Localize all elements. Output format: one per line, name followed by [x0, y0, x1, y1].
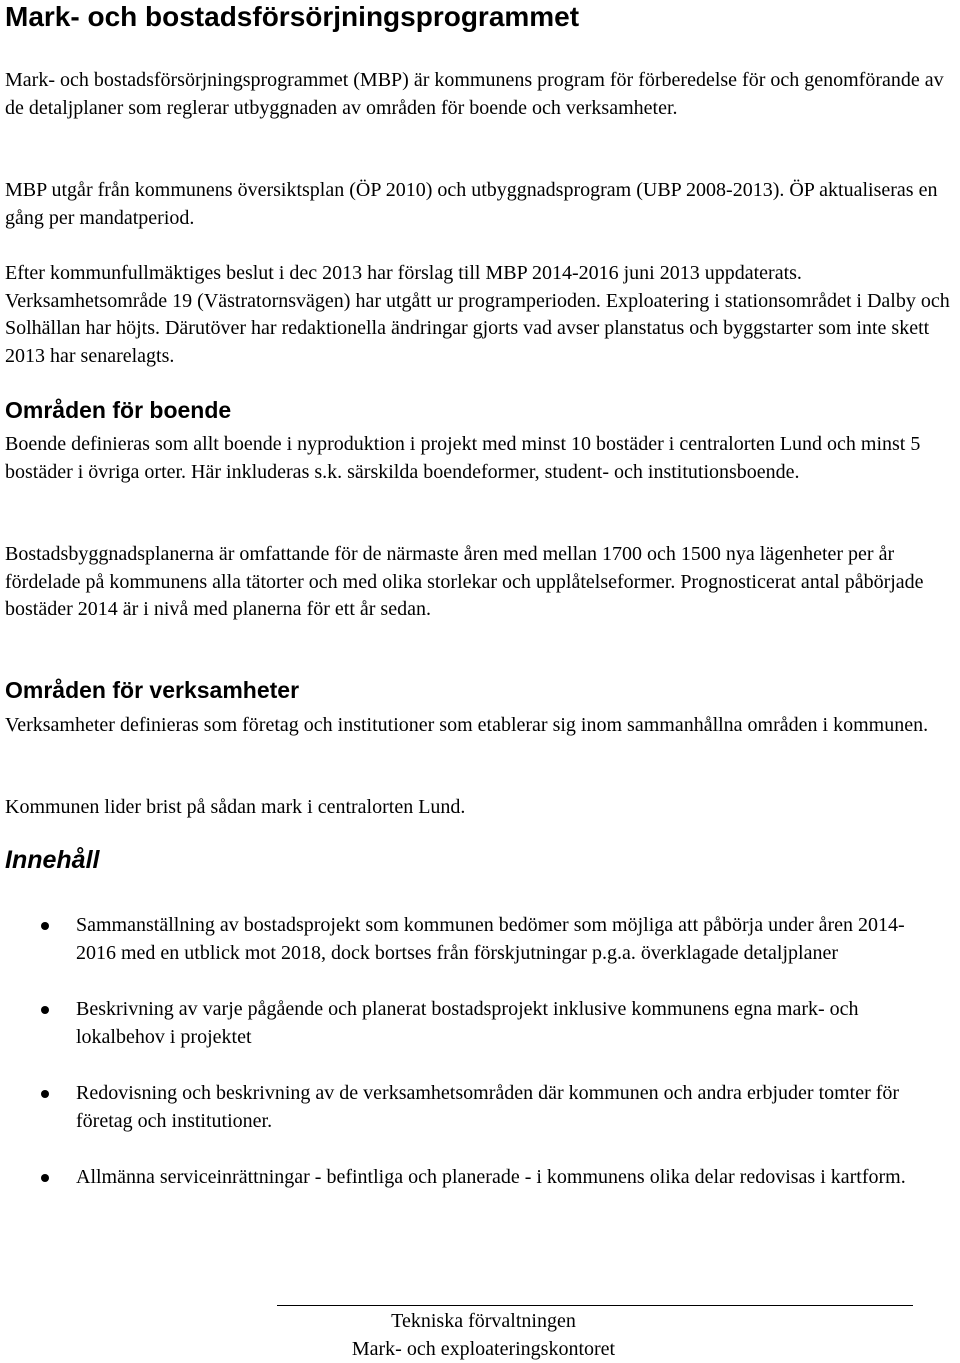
page-title: Mark- och bostadsförsörjningsprogrammet	[5, 1, 580, 32]
innehall-heading: Innehåll	[5, 846, 100, 874]
verksamheter-paragraph-2: Kommunen lider brist på sådan mark i centralorten Lund.	[5, 796, 466, 818]
intro-paragraph-3: Efter kommunfullmäktiges beslut i dec 2013 har förslag till MBP 2014-2016 juni 2013 uppdaterats. Verksamhetsområde 19 (Västratornsvägen) har utgått ur programperioden. Exploatering i stationsområdet i Dalby och Solhällan har höjts. Därutöver har redaktionella ändringar gjorts vad avser planstatus och byggstarter som inte skett 2013 har senarelagts.	[5, 262, 950, 367]
contents-item-text: Allmänna serviceinrättningar - befintliga och planerade - i kommunens olika delar redovisas i kartform.	[76, 1166, 906, 1188]
verksamheter-heading: Områden för verksamheter	[5, 677, 300, 703]
intro-paragraph-1: Mark- och bostadsförsörjningsprogrammet (MBP) är kommunens program för förberedelse för och genomförande av de detaljplaner som reglerar utbyggnaden av områden för boende och verksamheter.	[5, 69, 944, 119]
intro-paragraph-2: MBP utgår från kommunens översiktsplan (ÖP 2010) och utbyggnadsprogram (UBP 2008-2013). ÖP aktualiseras en gång per mandatperiod.	[5, 179, 938, 229]
bullet-icon	[41, 1090, 49, 1098]
contents-list-item	[5, 1164, 916, 1192]
contents-list	[5, 912, 955, 1192]
bullet-icon	[41, 1174, 49, 1182]
bullet-icon	[41, 1006, 49, 1014]
footer	[277, 1307, 690, 1363]
boende-paragraph-1: Boende definieras som allt boende i nyproduktion i projekt med minst 10 bostäder i centralorten Lund och minst 5 bostäder i övriga orter. Här inkluderas s.k. särskilda boendeformer, student- och institutionsboende.	[5, 433, 921, 483]
contents-item-text: Beskrivning av varje pågående och planerat bostadsprojekt inklusive kommunens egna mark- och lokalbehov i projektet	[76, 998, 859, 1048]
verksamheter-paragraph-1: Verksamheter definieras som företag och institutioner som etablerar sig inom sammanhållna områden i kommunen.	[5, 714, 929, 736]
footer-divider	[277, 1305, 913, 1306]
bullet-icon	[41, 922, 49, 930]
contents-item-text: Sammanställning av bostadsprojekt som kommunen bedömer som möjliga att påbörja under åren 2014-2016 med en utblick mot 2018, dock bortses från förskjutningar p.g.a. överklagade detaljplaner	[76, 914, 905, 964]
contents-item-text: Redovisning och beskrivning av de verksamhetsområden där kommunen och andra erbjuder tomter för företag och institutioner.	[76, 1082, 900, 1132]
boende-paragraph-2: Bostadsbyggnadsplanerna är omfattande för de närmaste åren med mellan 1700 och 1500 nya lägenheter per år fördelade på kommunens alla tätorter och med olika storlekar och upplåtelseformer. Prognosticerat antal påbörjade bostäder 2014 är i nivå med planerna för ett år sedan.	[5, 543, 924, 620]
document-page	[5, 0, 955, 1188]
footer-line-1: Tekniska förvaltningen	[391, 1310, 576, 1332]
boende-heading: Områden för boende	[5, 397, 232, 423]
contents-list-item	[5, 996, 916, 1051]
contents-list-item	[5, 1080, 916, 1135]
footer-line-2: Mark- och exploateringskontoret	[351, 1338, 616, 1360]
contents-list-item	[5, 912, 916, 967]
